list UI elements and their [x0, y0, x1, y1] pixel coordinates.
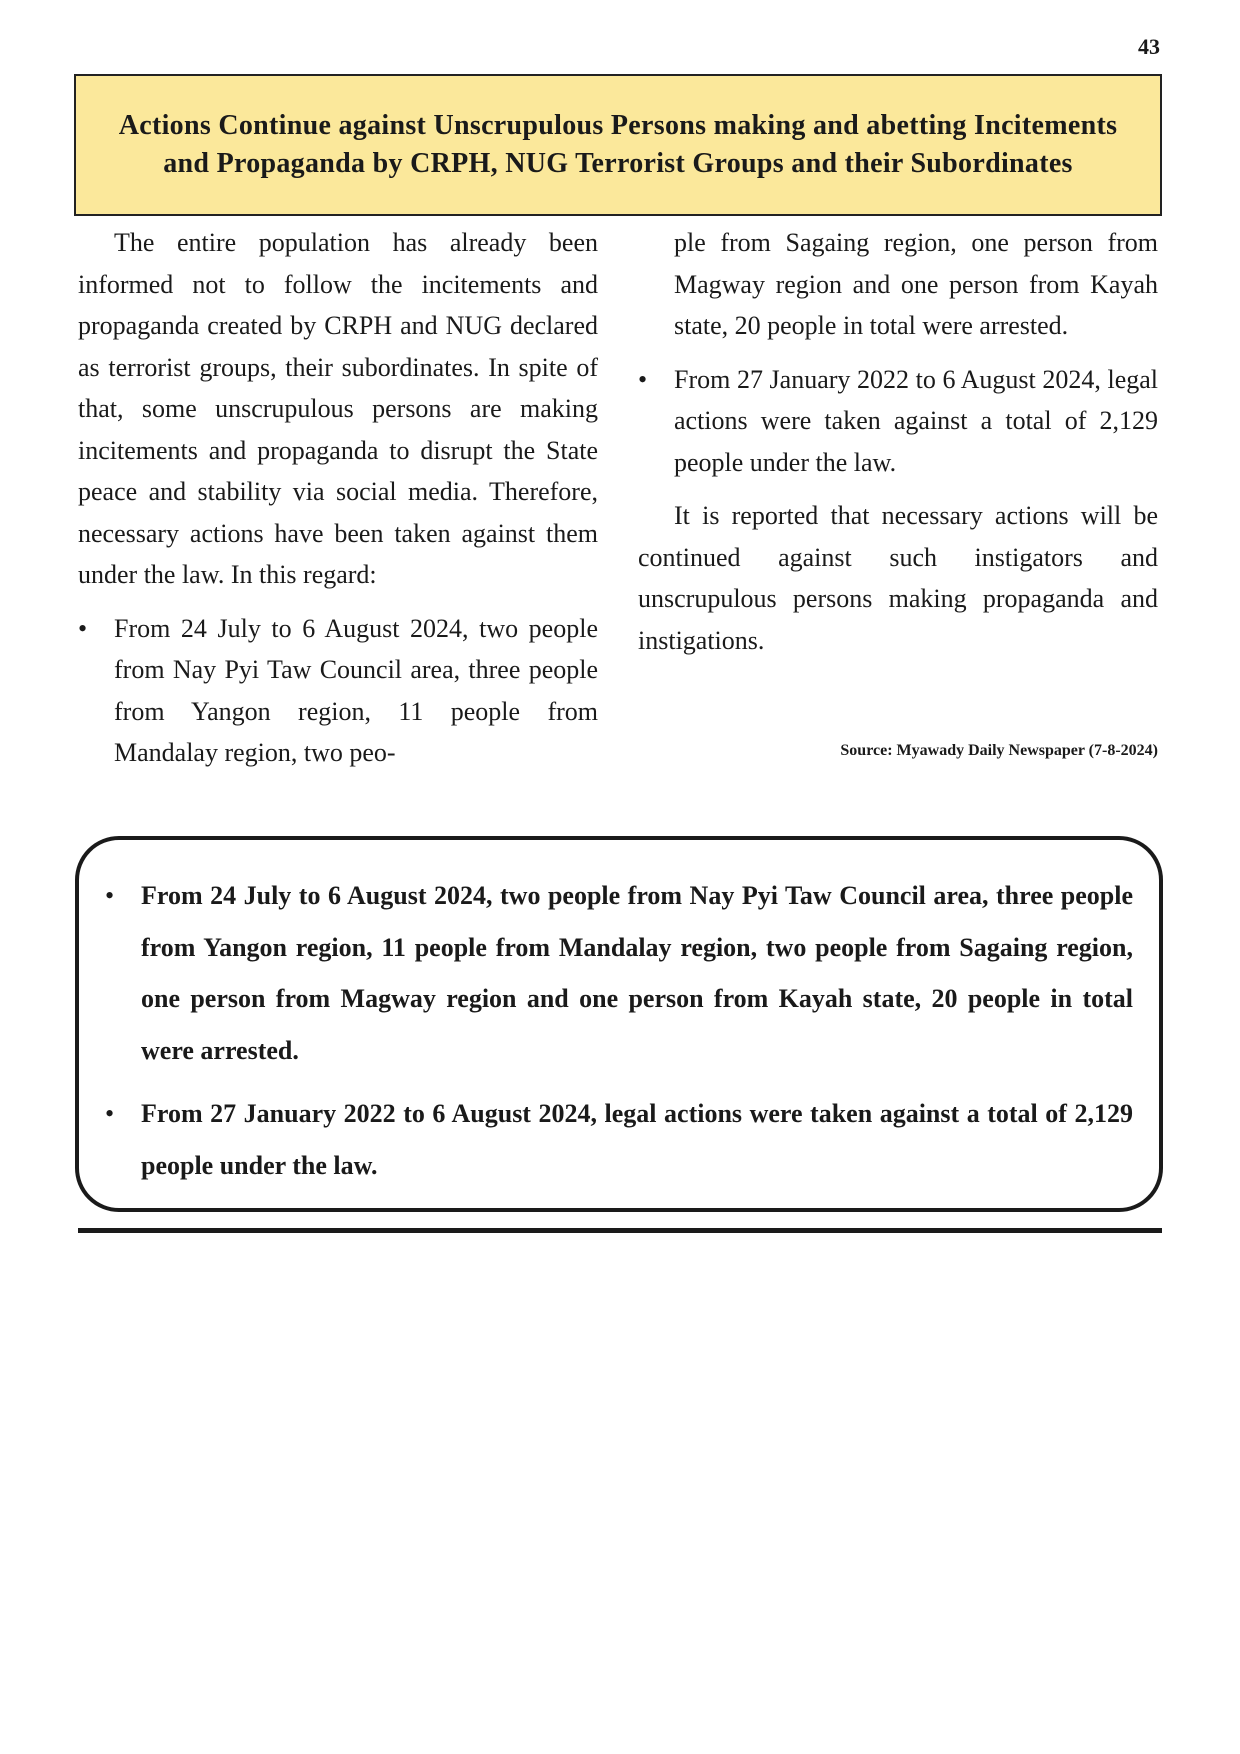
bullet-icon: •: [105, 1099, 115, 1128]
bullet-item: [78, 608, 598, 774]
summary-bullet: [105, 1088, 1133, 1191]
summary-box: [75, 836, 1163, 1212]
bullet-item: [638, 359, 1158, 484]
article-column-right: [638, 222, 1158, 661]
bullet-icon: •: [638, 364, 648, 394]
closing-paragraph: It is reported that necessary actions will be continued against such instigators and unscrupulous persons making propaganda and instigations.: [638, 501, 1158, 655]
source-credit: Source: Myawady Daily Newspaper (7-8-2024): [840, 742, 1158, 759]
bullet-text: From 24 July to 6 August 2024, two people from Nay Pyi Taw Council area, three people from Yangon region, 11 people from Mandalay region, two peo-: [114, 613, 598, 767]
headline-box: [74, 74, 1162, 216]
intro-paragraph: The entire population has already been informed not to follow the incitements and propaganda created by CRPH and NUG declared as terrorist groups, their subordinates. In spite of that, some unscrupulous persons are making incitements and propaganda to disrupt the State peace and stability via social media. Therefore, necessary actions have been taken against them under the law. In this regard:: [78, 228, 598, 589]
bottom-rule: [78, 1228, 1162, 1233]
bullet-continuation: ple from Sagaing region, one person from Magway region and one person from Kayah state, 20 people in total were arrested.: [674, 228, 1158, 340]
summary-bullet: [105, 870, 1133, 1076]
bullet-text: From 27 January 2022 to 6 August 2024, legal actions were taken against a total of 2,129 people under the law.: [674, 364, 1158, 477]
article-column-left: [78, 222, 598, 774]
page-number: 43: [1138, 34, 1160, 59]
headline: Actions Continue against Unscrupulous Persons making and abetting Incitements and Propaganda by CRPH, NUG Terrorist Groups and their Subordinates: [118, 110, 1118, 179]
bullet-icon: •: [78, 613, 88, 643]
summary-bullet-text: From 24 July to 6 August 2024, two people from Nay Pyi Taw Council area, three people from Yangon region, 11 people from Mandalay region, two people from Sagaing region, one person from Magway region and one person from Kayah state, 20 people in total were arrested.: [141, 881, 1133, 1065]
bullet-icon: •: [105, 881, 115, 910]
summary-bullet-text: From 27 January 2022 to 6 August 2024, legal actions were taken against a total of 2,129 people under the law.: [141, 1099, 1133, 1180]
